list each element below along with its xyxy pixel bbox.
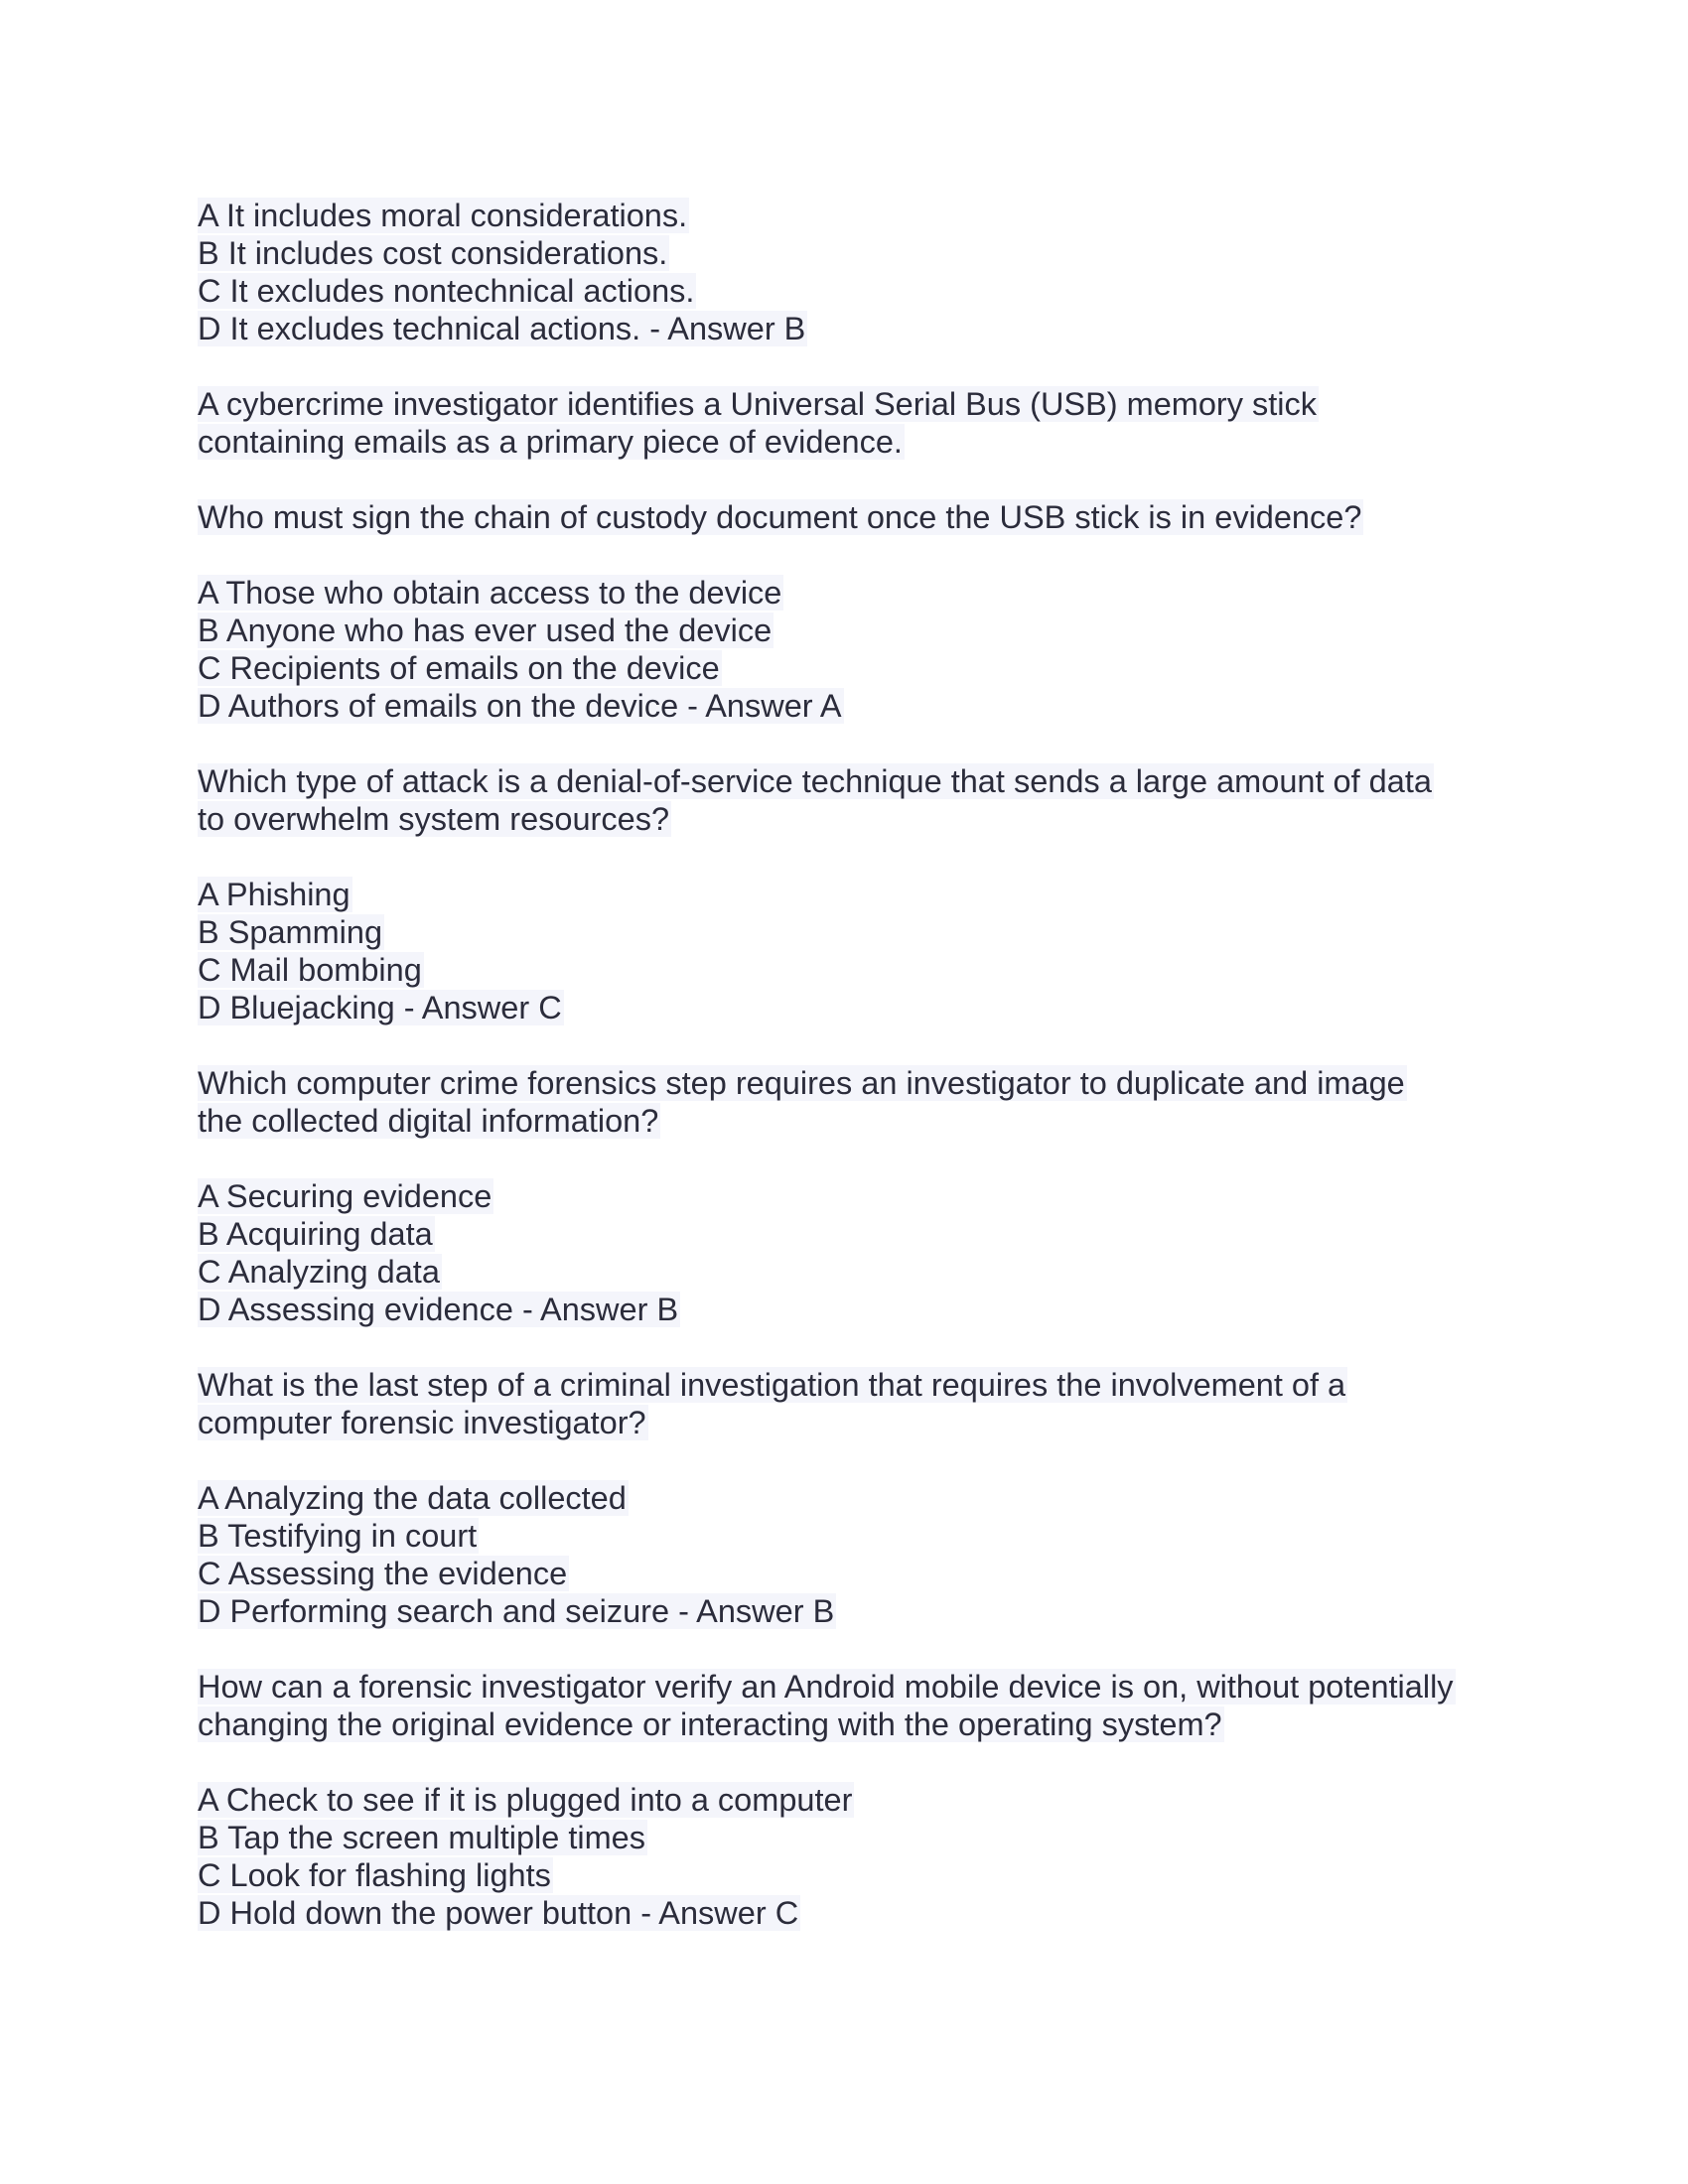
question-text: changing the original evidence or interacting with the operating system?	[198, 1706, 1222, 1742]
spacer	[198, 1026, 1498, 1064]
spacer	[198, 461, 1498, 498]
question-text: the collected digital information?	[198, 1103, 659, 1139]
option-line: A It includes moral considerations.	[198, 198, 688, 233]
option-line-answer: D It excludes technical actions. - Answer B	[198, 311, 806, 346]
option-line-answer: D Bluejacking - Answer C	[198, 990, 562, 1025]
option-line: A Those who obtain access to the device	[198, 575, 782, 611]
document-content	[198, 197, 1498, 1932]
option-line: C It excludes nontechnical actions.	[198, 273, 695, 309]
option-line: A Check to see if it is plugged into a computer	[198, 1782, 853, 1818]
option-line: B Anyone who has ever used the device	[198, 613, 773, 648]
option-line: C Look for flashing lights	[198, 1857, 551, 1893]
option-line: C Mail bombing	[198, 952, 422, 988]
option-line-answer: D Performing search and seizure - Answer B	[198, 1593, 835, 1629]
spacer	[198, 536, 1498, 574]
spacer	[198, 1140, 1498, 1177]
spacer	[198, 1441, 1498, 1479]
question-block-0	[198, 197, 1498, 347]
option-line: A Securing evidence	[198, 1178, 492, 1214]
question-text: to overwhelm system resources?	[198, 801, 670, 837]
option-line: C Analyzing data	[198, 1254, 440, 1290]
spacer	[198, 1743, 1498, 1781]
option-line: A Analyzing the data collected	[198, 1480, 627, 1516]
question-text: What is the last step of a criminal investigation that requires the involvement of a	[198, 1367, 1346, 1403]
question-text: computer forensic investigator?	[198, 1405, 646, 1440]
option-line: B Spamming	[198, 914, 383, 950]
spacer	[198, 347, 1498, 385]
question-block-4	[198, 1366, 1498, 1630]
question-block-1	[198, 385, 1498, 725]
spacer	[198, 838, 1498, 876]
question-text: Which computer crime forensics step requires an investigator to duplicate and image	[198, 1065, 1405, 1101]
question-text: A cybercrime investigator identifies a Universal Serial Bus (USB) memory stick	[198, 386, 1318, 422]
spacer	[198, 1328, 1498, 1366]
question-text: How can a forensic investigator verify an Android mobile device is on, without potentially	[198, 1669, 1454, 1705]
question-text: containing emails as a primary piece of evidence.	[198, 424, 903, 460]
option-line: B It includes cost considerations.	[198, 235, 668, 271]
option-line: C Recipients of emails on the device	[198, 650, 720, 686]
option-line: B Tap the screen multiple times	[198, 1820, 646, 1855]
question-block-5	[198, 1668, 1498, 1932]
option-line: C Assessing the evidence	[198, 1556, 568, 1591]
question-text: Which type of attack is a denial-of-service technique that sends a large amount of data	[198, 763, 1432, 799]
option-line-answer: D Assessing evidence - Answer B	[198, 1292, 679, 1327]
spacer	[198, 725, 1498, 762]
option-line-answer: D Hold down the power button - Answer C	[198, 1895, 799, 1931]
question-block-2	[198, 762, 1498, 1026]
option-line-answer: D Authors of emails on the device - Answer A	[198, 688, 842, 724]
question-text: Who must sign the chain of custody document once the USB stick is in evidence?	[198, 499, 1362, 535]
option-line: A Phishing	[198, 877, 351, 912]
question-block-3	[198, 1064, 1498, 1328]
option-line: B Testifying in court	[198, 1518, 478, 1554]
spacer	[198, 1630, 1498, 1668]
option-line: B Acquiring data	[198, 1216, 433, 1252]
